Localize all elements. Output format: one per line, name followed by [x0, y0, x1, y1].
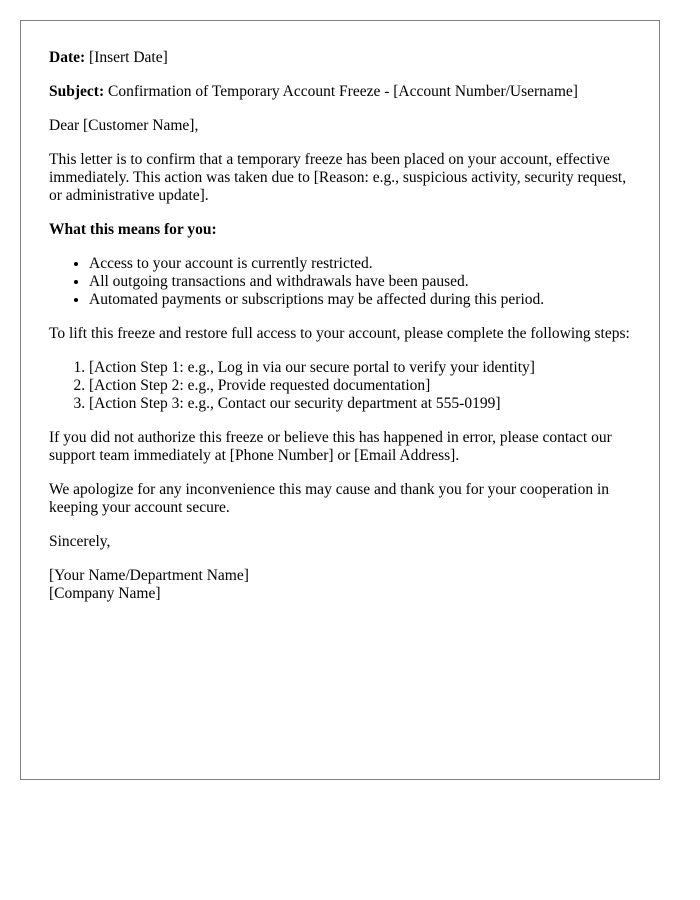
signature-name: [Your Name/Department Name] — [49, 567, 249, 584]
closing: Sincerely, — [49, 533, 111, 550]
step-item: 1. [Action Step 1: e.g., Log in via our secure portal to verify your identity] — [89, 359, 631, 377]
apology-paragraph: We apologize for any inconvenience this may cause and thank you for your cooperation in keeping your account secure. — [49, 481, 610, 516]
subject-line — [49, 83, 631, 101]
greeting: Dear [Customer Name], — [49, 117, 199, 134]
step-item: 2. [Action Step 2: e.g., Provide requested documentation] — [89, 377, 631, 395]
steps-list — [49, 359, 631, 413]
steps-intro: To lift this freeze and restore full access to your account, please complete the following steps: — [49, 325, 630, 342]
letter-document — [20, 20, 660, 780]
subject-value: Confirmation of Temporary Account Freeze - [Account Number/Username] — [107, 83, 578, 100]
list-item: • Automated payments or subscriptions may be affected during this period. — [89, 291, 631, 309]
date-value: [Insert Date] — [89, 49, 168, 66]
date-line — [49, 49, 631, 67]
intro-paragraph: This letter is to confirm that a temporary freeze has been placed on your account, effective immediately. This action was taken due to [Reason: e.g., suspicious activity, security request, or administrative update]. — [49, 151, 627, 204]
contact-paragraph: If you did not authorize this freeze or believe this has happened in error, please contact our support team immediately at [Phone Number] or [Email Address]. — [49, 429, 612, 464]
signature-block — [49, 567, 631, 603]
list-item: • All outgoing transactions and withdrawals have been paused. — [89, 273, 631, 291]
step-item: 3. [Action Step 3: e.g., Contact our security department at 555-0199] — [89, 395, 631, 413]
meaning-heading: What this means for you: — [49, 221, 217, 238]
subject-label: Subject: — [49, 83, 105, 100]
date-label: Date: — [49, 49, 86, 66]
signature-company: [Company Name] — [49, 585, 161, 602]
meaning-list — [49, 255, 631, 309]
list-item: • Access to your account is currently restricted. — [89, 255, 631, 273]
